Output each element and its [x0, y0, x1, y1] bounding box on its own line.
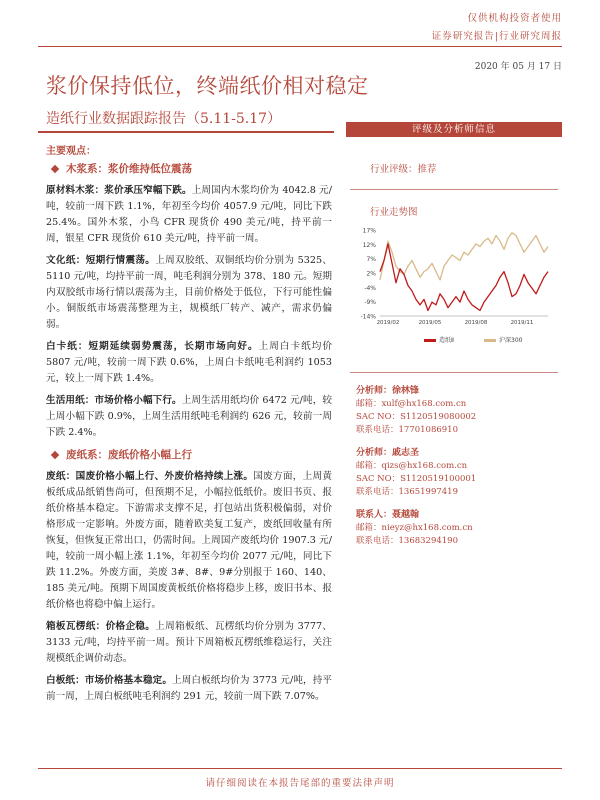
paragraph-tissue — [46, 393, 332, 441]
legend-label: 造纸Ⅱ — [439, 337, 454, 344]
main-content — [46, 140, 332, 711]
paragraph-white-card — [46, 339, 332, 387]
y-tick-label: 17% — [362, 227, 376, 235]
y-tick-label: 2% — [366, 270, 376, 278]
paragraph-box-board-text: 上周箱板纸、瓦楞纸均价分别为 3777、3133 元/吨，均持平前一周。预计下周箱板瓦楞纸维稳运行，关注规模纸企调价动态。 — [46, 621, 333, 664]
series-line — [380, 233, 548, 280]
analyst-email[interactable]: 邮箱：xulf@hx168.com.cn — [356, 399, 467, 409]
paragraph-white-card-label: 白卡纸：短期延续弱势震荡，长期市场向好。 — [46, 341, 259, 352]
analyst-list — [356, 385, 562, 548]
rating-label: 行业评级： — [370, 164, 418, 175]
report-subtitle: 造纸行业数据跟踪报告（5.11-5.17） — [46, 111, 282, 127]
analyst-name: 分析师：徐林锋 — [356, 386, 420, 396]
analyst-phone: 联系电话：17701086910 — [356, 425, 458, 435]
paragraph-tissue-label: 生活用纸：市场价格小幅下行。 — [46, 395, 182, 406]
y-tick-label: -14% — [360, 313, 376, 321]
legend-swatch — [424, 339, 436, 342]
industry-rating — [370, 161, 562, 175]
report-date: 2020 年 05 月 17 日 — [474, 62, 562, 72]
analyst-item — [356, 447, 562, 499]
paragraph-culture-paper-label: 文化纸：短期行情震荡。 — [46, 255, 156, 266]
analyst-sac: SAC NO：S1120519100001 — [356, 474, 477, 484]
paragraph-white-board-label: 白板纸：市场价格基本稳定。 — [46, 675, 173, 686]
paragraph-raw-material-text: 上周国内木浆均价为 4042.8 元/吨，较前一周下跌 1.1%，年初至今均价 4057.9 元/吨，同比下跌 25.4%。国外木浆，小鸟 CFR 现货价 490 美元/吨，持平前一周，银星 CFR 现货价 610 美元/吨，持平前一周。 — [46, 185, 333, 244]
paragraph-waste-paper — [46, 469, 332, 613]
y-tick-label: -4% — [364, 284, 376, 292]
analyst-sac: SAC NO：S1120519080002 — [356, 412, 477, 422]
legend-swatch — [484, 339, 496, 342]
sidebar-header: 评级及分析师信息 — [346, 122, 562, 137]
paragraph-box-board — [46, 619, 332, 667]
y-tick-label: 12% — [362, 241, 376, 249]
paragraph-white-board — [46, 673, 332, 705]
legend-label: 沪深300 — [499, 337, 523, 344]
rating-value: 推荐 — [417, 164, 437, 175]
x-tick-label: 2019/11 — [510, 320, 534, 326]
y-tick-label: -9% — [364, 299, 376, 307]
analyst-name: 分析师：戚志圣 — [356, 448, 420, 458]
footer-disclaimer: 请仔细阅读在本报告尾部的重要法律声明 — [205, 778, 395, 789]
x-tick-label: 2019/02 — [376, 320, 400, 326]
x-tick-label: 2019/08 — [464, 320, 488, 326]
section-heading-pulp — [46, 161, 332, 177]
trend-chart — [346, 222, 562, 362]
diamond-bullet-icon — [51, 165, 59, 173]
analyst-item — [356, 385, 562, 437]
sidebar — [346, 122, 562, 558]
trend-chart-container — [346, 222, 562, 366]
paragraph-box-board-label: 箱板瓦楞纸：价格企稳。 — [46, 621, 156, 632]
x-tick-label: 2019/05 — [418, 320, 442, 326]
header-divider — [38, 46, 562, 47]
section-heading-waste — [46, 447, 332, 463]
section-heading-pulp-text: 木浆系：浆价维持低位震荡 — [66, 163, 192, 175]
analyst-phone: 联系电话：13651997419 — [356, 487, 458, 497]
section-heading-waste-text: 废纸系：废纸价格小幅上行 — [66, 449, 192, 461]
paragraph-white-card-text: 上周白卡纸均价 5807 元/吨，较前一周下跌 0.6%，上周白卡纸吨毛利润约 1053 元，较上一周下跌 1.4%。 — [46, 341, 333, 384]
paragraph-waste-paper-label: 废纸：国废价格小幅上行、外废价格持续上涨。 — [46, 471, 254, 482]
paragraph-tissue-text: 上周生活用纸均价 6472 元/吨，较上周小幅下跌 0.9%，上周生活用纸吨毛利润约 626 元，较前一周下跌 2.4%。 — [46, 395, 332, 438]
header-report-type: 证券研究报告|行业研究周报 — [431, 31, 562, 42]
paragraph-culture-paper-text: 上周双胶纸、双铜纸均价分别为 5325、5110 元/吨，均持平前一周，吨毛利润分别为 378、180 元。短期内双胶纸市场行情以震荡为主，目前价格处于低位，下行可能性偏小。铜版纸市场震荡整理为主，规模纸厂转产、减产，需求仍偏弱。 — [46, 255, 333, 330]
footer-divider — [38, 768, 562, 769]
analyst-name: 联系人：聂越翰 — [356, 510, 420, 520]
series-line — [380, 244, 548, 311]
key-points-heading: 主要观点： — [46, 146, 96, 157]
analyst-item — [356, 509, 562, 548]
y-tick-label: 7% — [366, 256, 376, 264]
diamond-bullet-icon — [51, 451, 59, 459]
trend-chart-title: 行业走势图 — [370, 207, 418, 218]
sidebar-divider — [350, 372, 558, 373]
paragraph-culture-paper — [46, 253, 332, 333]
analyst-email[interactable]: 邮箱：qizs@hx168.com.cn — [356, 461, 468, 471]
analyst-phone: 联系电话：13683294190 — [356, 536, 458, 546]
paragraph-raw-material-label: 原材料木浆：浆价承压窄幅下跌。 — [46, 185, 192, 196]
paragraph-white-board-text: 上周白板纸均价为 3773 元/吨，持平前一周，上周白板纸吨毛利润约 291 元，较前一周下跌 7.07%。 — [46, 675, 333, 702]
analyst-email[interactable]: 邮箱：nieyz@hx168.com.cn — [356, 523, 473, 533]
report-title: 浆价保持低位，终端纸价相对稳定 — [46, 74, 369, 98]
paragraph-waste-paper-text: 国废方面，上周黄板纸成品纸销售尚可，但预期不足，小幅拉低纸价。废旧书页、报纸价格基本稳定。下游需求支撑不足，打包站出货积极偏弱，对价格形成一定影响。外废方面，随着欧美复工复产，废纸回收量有所恢复，但恢复正常出口，仍需时间。上周国产废纸均价 1907.3 元/吨，较前一周小幅上涨 1.1%，年初至今均价 2077 元/吨，同比下跌 11.2%。外废方面，美废 3#、8#、9#分别报于 160、140、185 美元/吨。预期下周国废黄板纸价格将稳步上移，废旧书本、报纸价格也将稳中偏上运行。 — [46, 471, 333, 610]
subtitle-underline — [38, 131, 334, 133]
header-audience: 仅供机构投资者使用 — [467, 13, 562, 24]
sidebar-divider — [350, 189, 558, 190]
paragraph-raw-material — [46, 183, 332, 247]
